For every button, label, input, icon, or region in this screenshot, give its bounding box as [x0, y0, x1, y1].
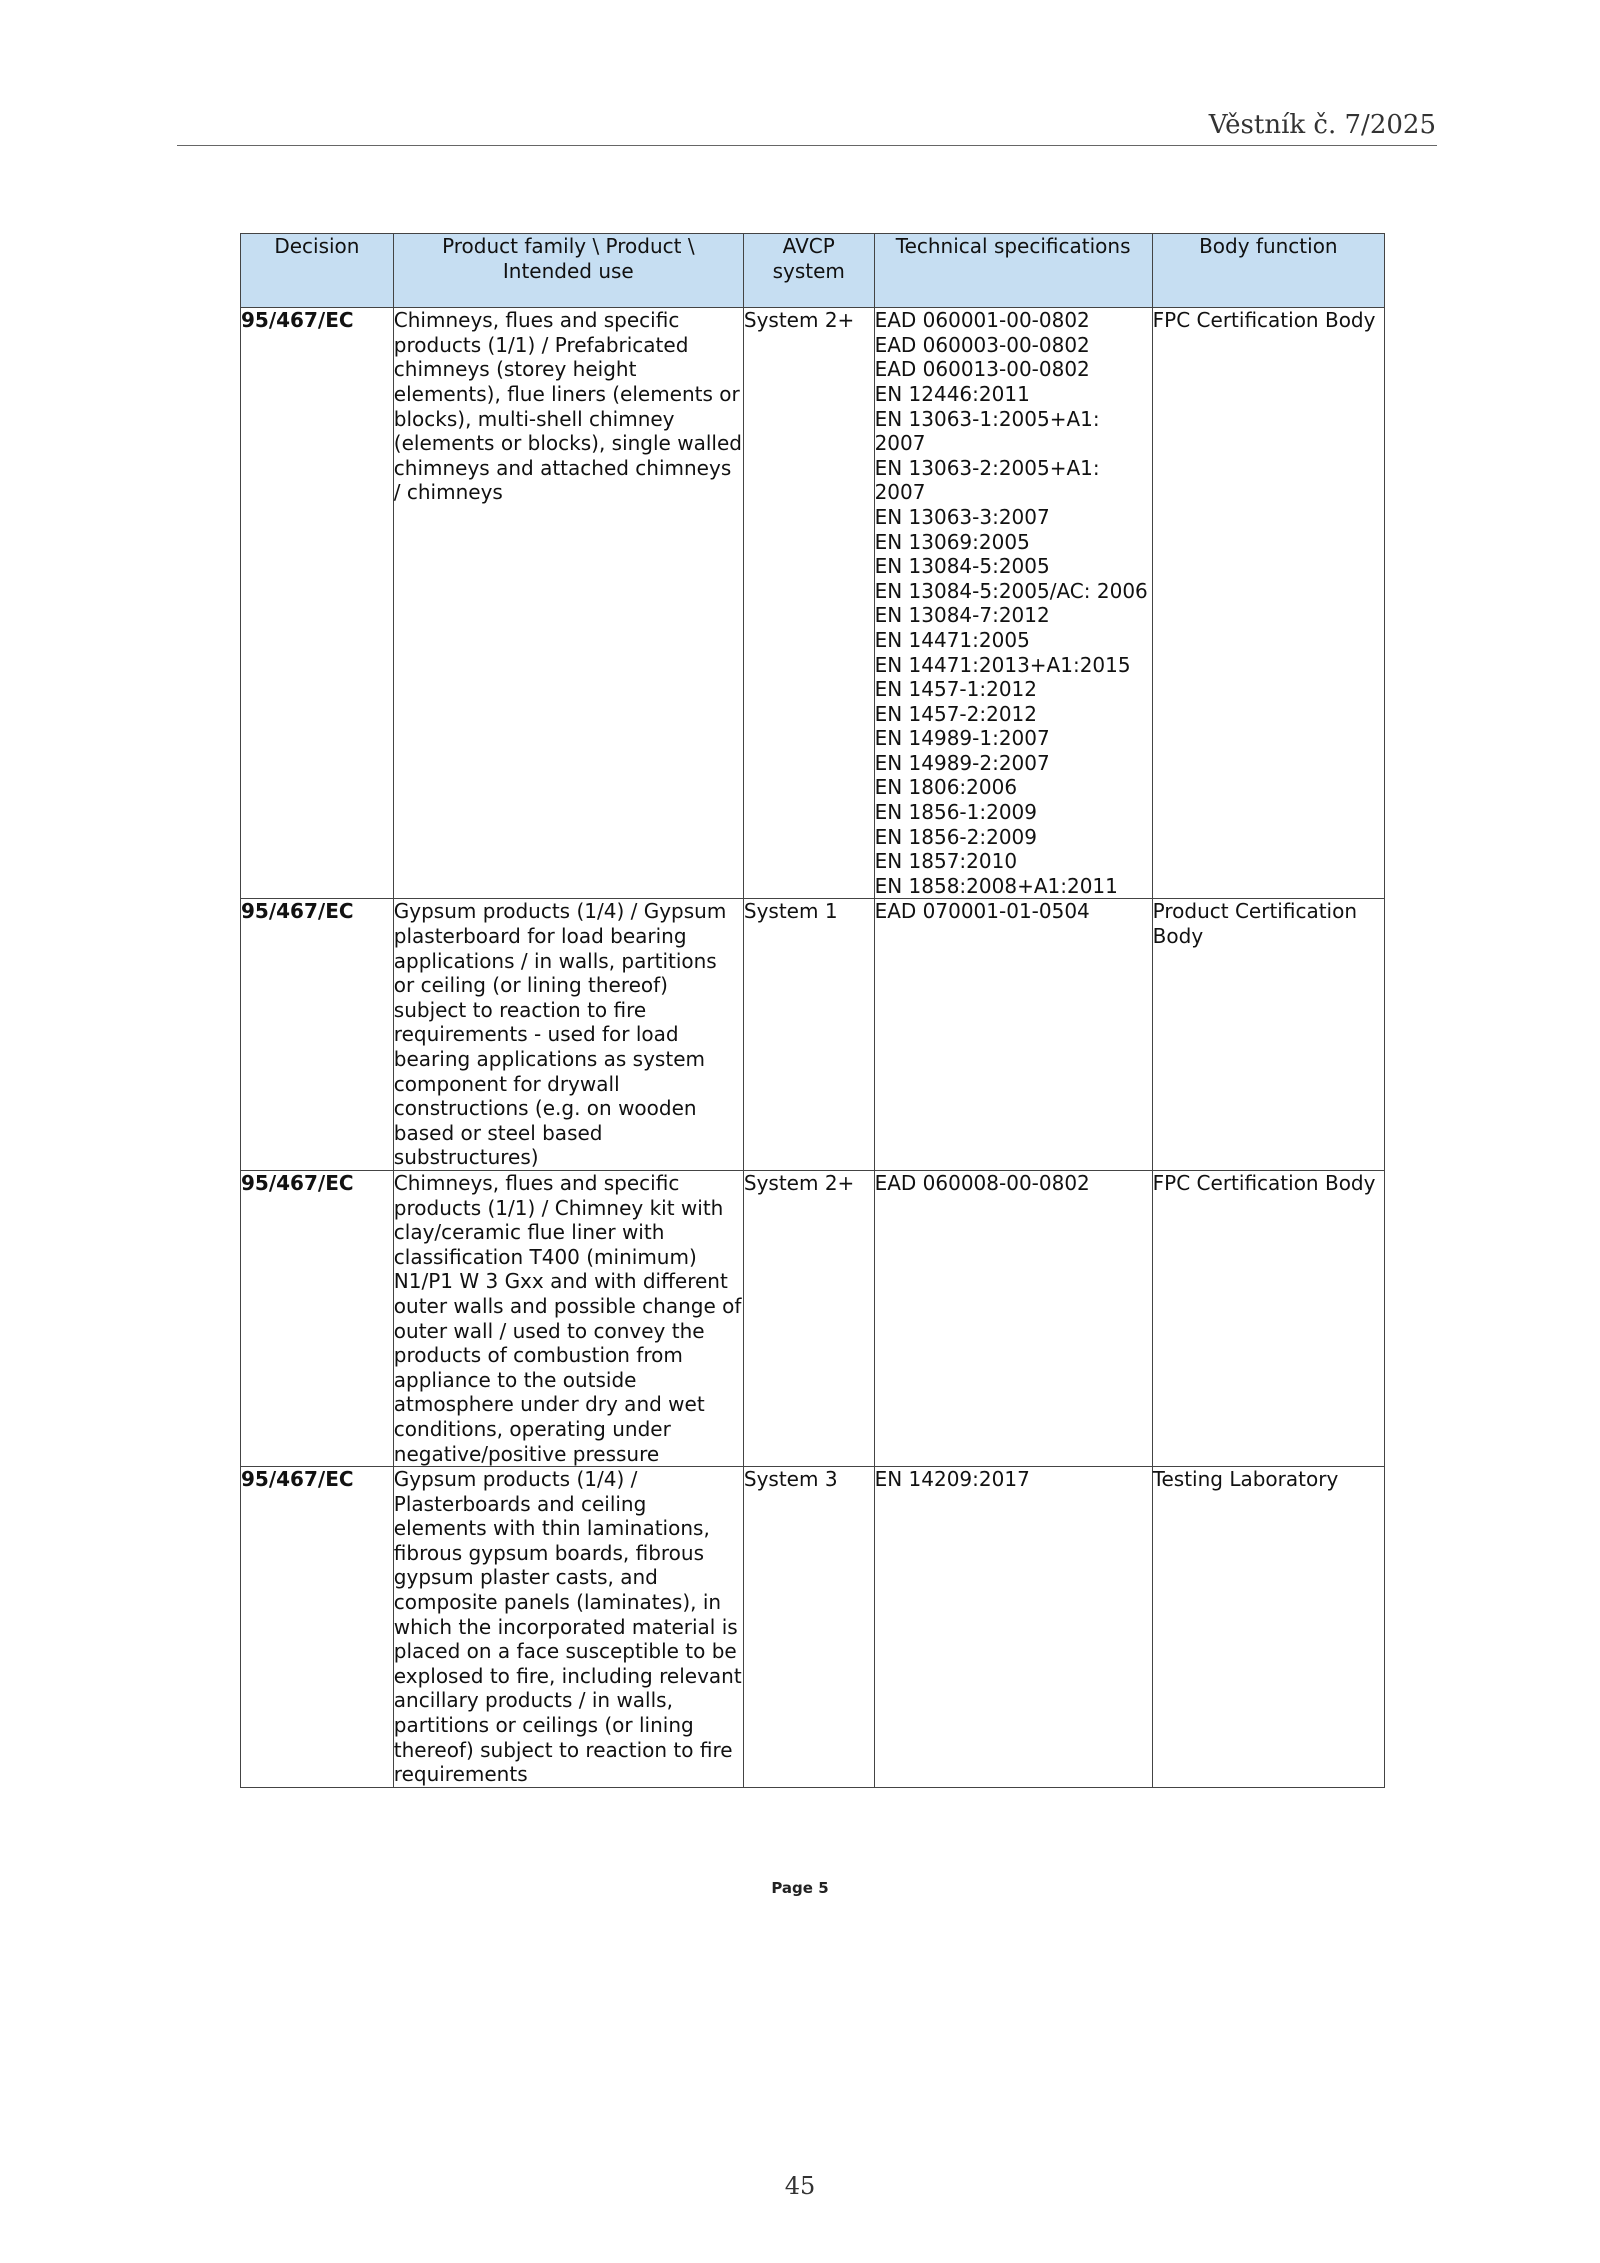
avcp-cell: System 3: [743, 1467, 874, 1788]
table-row: [241, 899, 1385, 1171]
spec-item: EN 13063-2:2005+A1: 2007: [874, 455, 1100, 505]
certification-table: [240, 233, 1385, 1788]
spec-item: EAD 060003-00-0802: [874, 332, 1090, 357]
spec-item: EN 14471:2013+A1:2015: [874, 652, 1131, 677]
column-header-product: Product family \ Product \ Intended use: [393, 234, 743, 308]
gazette-title: Věstník č. 7/2025: [1208, 110, 1436, 140]
column-header-avcp: AVCP system: [743, 234, 874, 308]
spec-item: EN 12446:2011: [874, 381, 1030, 406]
spec-item: EN 13084-7:2012: [874, 603, 1050, 628]
table-row: [241, 1467, 1385, 1788]
spec-item: EN 1858:2008+A1:2011: [874, 873, 1118, 898]
table-row: [241, 1170, 1385, 1466]
page-label: Page 5: [771, 1879, 829, 1897]
decision-cell: 95/467/EC: [241, 1467, 394, 1788]
decision-cell: 95/467/EC: [241, 1170, 394, 1466]
body-function-cell: FPC Certification Body: [1152, 308, 1384, 899]
spec-item: EN 14989-1:2007: [874, 726, 1050, 751]
spec-item: EN 13084-5:2005/AC: 2006: [874, 578, 1148, 603]
spec-item: EAD 070001-01-0504: [874, 899, 1090, 924]
spec-item: EN 14209:2017: [874, 1467, 1030, 1492]
spec-item: EN 14989-2:2007: [874, 750, 1050, 775]
spec-item: EN 13063-3:2007: [874, 504, 1050, 529]
decision-cell: 95/467/EC: [241, 308, 394, 899]
product-cell: Gypsum products (1/4) / Plasterboards and ceiling elements with thin laminations, fibrous gypsum boards, fibrous gypsum plaster casts, and composite panels (laminates), in which the incorporated material is placed on a face susceptible to be explosed to fire, including relevant ancillary products / in walls, partitions or ceilings (or lining thereof) subject to reaction to fire requirements: [393, 1467, 742, 1787]
body-function-cell: Testing Laboratory: [1152, 1467, 1384, 1788]
spec-item: EAD 060008-00-0802: [874, 1170, 1090, 1195]
specs-cell: [874, 1170, 1152, 1466]
column-header-technical-specs: Technical specifications: [874, 234, 1152, 308]
spec-item: EN 1857:2010: [874, 849, 1018, 874]
spec-item: EN 1806:2006: [874, 775, 1018, 800]
spec-item: EN 13069:2005: [874, 529, 1030, 554]
spec-item: EN 13063-1:2005+A1: 2007: [874, 406, 1100, 456]
decision-cell: 95/467/EC: [241, 899, 394, 1171]
avcp-cell: System 2+: [743, 1170, 874, 1466]
product-cell: Chimneys, flues and specific products (1/1) / Prefabricated chimneys (storey height elements), flue liners (elements or blocks), multi-shell chimney (elements or blocks), single walled chimneys and attached chimneys / chimneys: [393, 308, 743, 899]
specs-cell: [874, 308, 1152, 899]
spec-item: EAD 060001-00-0802: [874, 308, 1090, 333]
avcp-cell: System 2+: [743, 308, 874, 899]
avcp-cell: System 1: [743, 899, 874, 1171]
header-divider: [177, 145, 1437, 146]
spec-item: EAD 060013-00-0802: [874, 357, 1090, 382]
spec-item: EN 1457-1:2012: [874, 677, 1038, 702]
spec-item: EN 1856-2:2009: [874, 824, 1038, 849]
body-function-cell: Product Certification Body: [1152, 899, 1384, 1171]
product-cell: Chimneys, flues and specific products (1/1) / Chimney kit with clay/ceramic flue liner with classification T400 (minimum) N1/P1 W 3 Gxx and with different outer walls and possible change of outer wall / used to convey the products of combustion from appliance to the outside atmosphere under dry and wet conditions, operating under negative/positive pressure: [393, 1170, 742, 1466]
body-function-cell: FPC Certification Body: [1152, 1170, 1384, 1466]
specs-cell: [874, 1467, 1152, 1788]
table-row: [241, 308, 1385, 899]
spec-item: EN 13084-5:2005: [874, 554, 1050, 579]
spec-item: EN 14471:2005: [874, 627, 1030, 652]
column-header-body-function: Body function: [1152, 234, 1384, 308]
product-cell: Gypsum products (1/4) / Gypsum plasterboard for load bearing applications / in walls, partitions or ceiling (or lining thereof) subject to reaction to fire requirements - used for load bearing applications as system component for drywall constructions (e.g. on wooden based or steel based substructures): [393, 899, 743, 1171]
spec-item: EN 1457-2:2012: [874, 701, 1038, 726]
page-number: 45: [784, 2172, 816, 2200]
spec-item: EN 1856-1:2009: [874, 800, 1038, 825]
table-header-row: [241, 234, 1385, 308]
column-header-decision: Decision: [241, 234, 394, 308]
specs-cell: [874, 899, 1152, 1171]
